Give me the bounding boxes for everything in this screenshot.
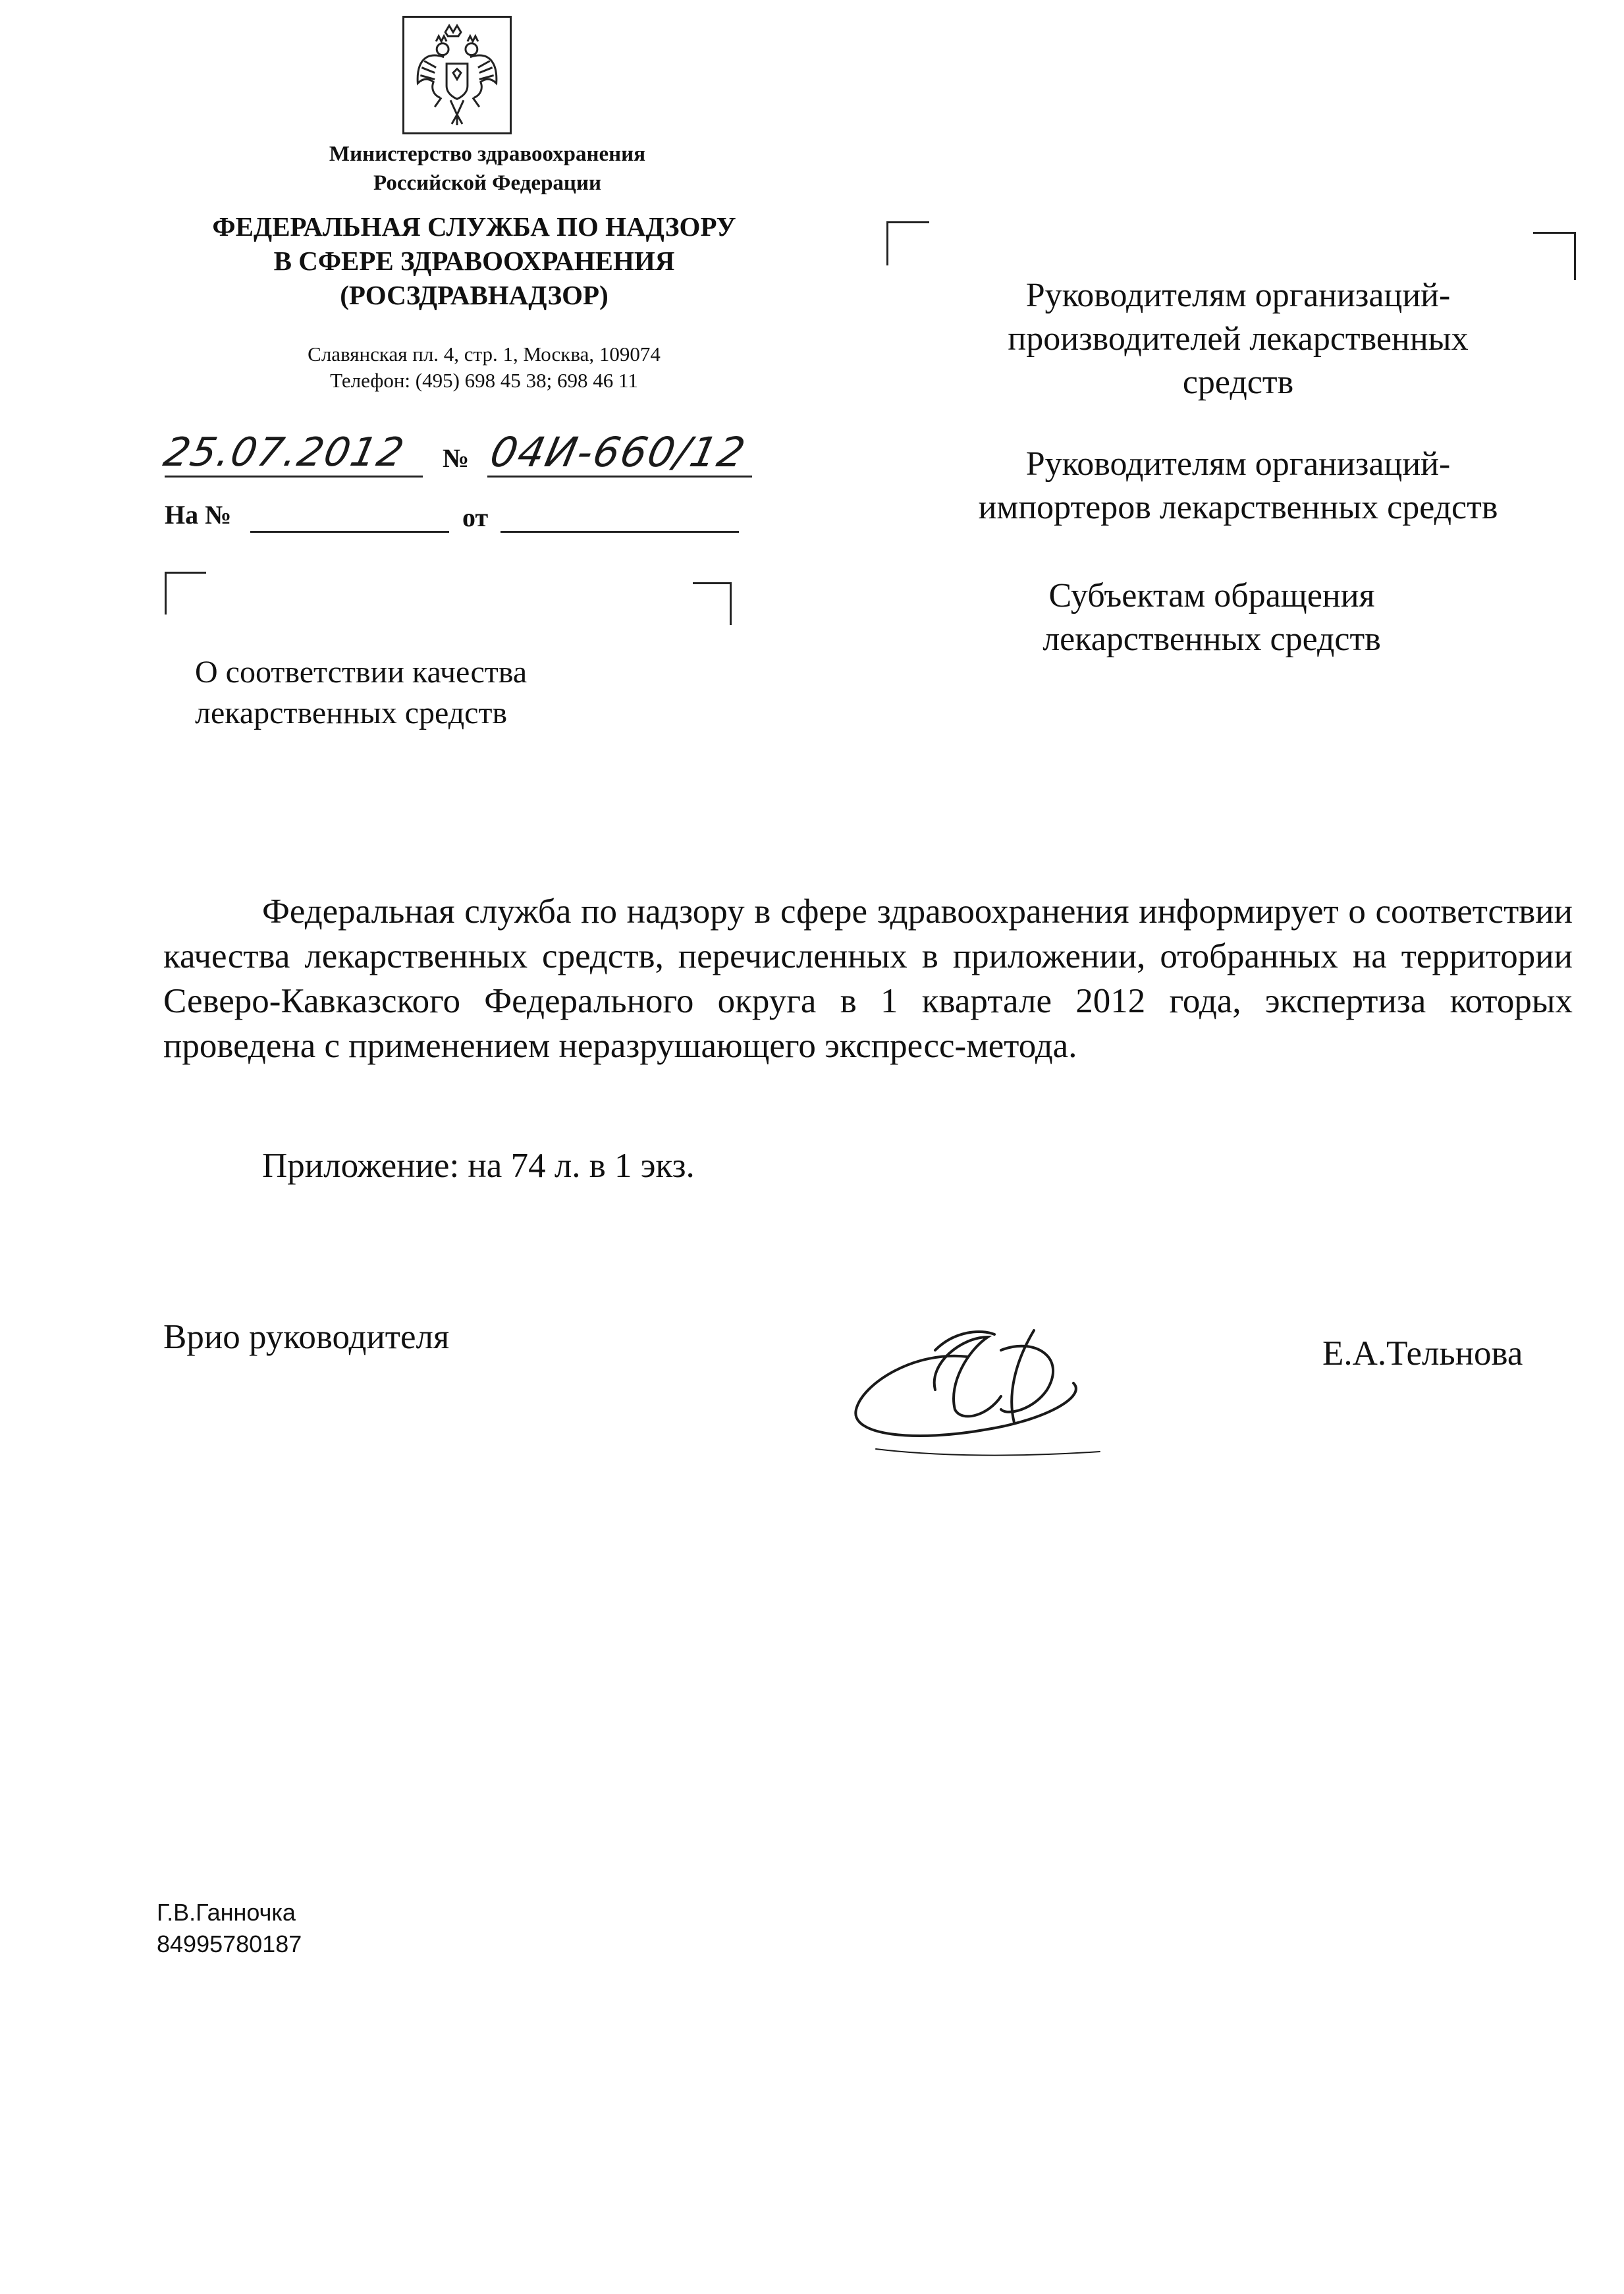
number-underline [487,476,752,478]
addressee-line: Руководителям организаций- [1025,277,1451,314]
subject-line-2: лекарственных средств [195,696,508,730]
reply-to-line [250,531,449,533]
document-date: 25.07.2012 [159,429,409,476]
handwritten-signature [836,1311,1113,1469]
addressee-line: Субъектам обращения [1048,577,1375,614]
addressee-line: средств [1182,364,1294,401]
letter-body: Федеральная служба по надзору в сфере здравоохранения информирует о соответствии качества лекарственных средств, перечисленных в приложении, отобранных на территории Северо-Кавказского Федерального округа в 1 квартале 2012 года, экспертиза которых проведена с применением неразрушающего экспресс-метода. [163,892,1573,1065]
subject-line-1: О соответствии качества [195,655,528,690]
signatory-name: Е.А.Тельнова [1322,1334,1523,1373]
addressee-line: лекарственных средств [1042,620,1381,658]
reply-to-label: На № [165,500,232,530]
reply-from-label: от [462,503,489,532]
executor-name: Г.В.Ганночка [157,1899,296,1926]
executor-phone: 84995780187 [157,1930,302,1957]
addressee-importers [896,443,1581,530]
number-label: № [443,443,470,473]
subject-bracket-left [165,572,206,614]
service-phone: Телефон: (495) 698 45 38; 698 46 11 [330,369,638,392]
addressee-line: Руководителям организаций- [1025,445,1451,483]
service-contacts [165,341,803,394]
attachment-note: Приложение: на 74 л. в 1 экз. [262,1147,695,1185]
date-underline [165,476,423,478]
reply-from-line [501,531,739,533]
subject-bracket-right [693,582,732,625]
signatory-role: Врио руководителя [163,1318,450,1356]
ministry-name [165,140,810,198]
service-line-2: В СФЕРЕ ЗДРАВООХРАНЕНИЯ [273,246,675,276]
ministry-line-1: Министерство здравоохранения [329,142,646,166]
letter-subject [195,652,527,734]
service-address: Славянская пл. 4, стр. 1, Москва, 109074 [308,342,661,366]
service-name [145,209,803,312]
service-line-3: (РОСЗДРАВНАДЗОР) [340,280,609,310]
addressee-line: производителей лекарственных [1008,320,1469,358]
document-number: 04И-660/12 [486,428,751,476]
ministry-line-2: Российской Федерации [373,171,601,195]
service-line-1: ФЕДЕРАЛЬНАЯ СЛУЖБА ПО НАДЗОРУ [212,211,736,242]
addressee-manufacturers [896,274,1581,404]
addressee-bracket-left [886,221,929,265]
addressee-bracket-right [1533,232,1576,280]
executor-info [157,1897,302,1960]
addressee-line: импортеров лекарственных средств [978,489,1498,526]
addressee-drug-circulation-subjects [869,574,1554,661]
state-emblem-icon [402,16,512,134]
